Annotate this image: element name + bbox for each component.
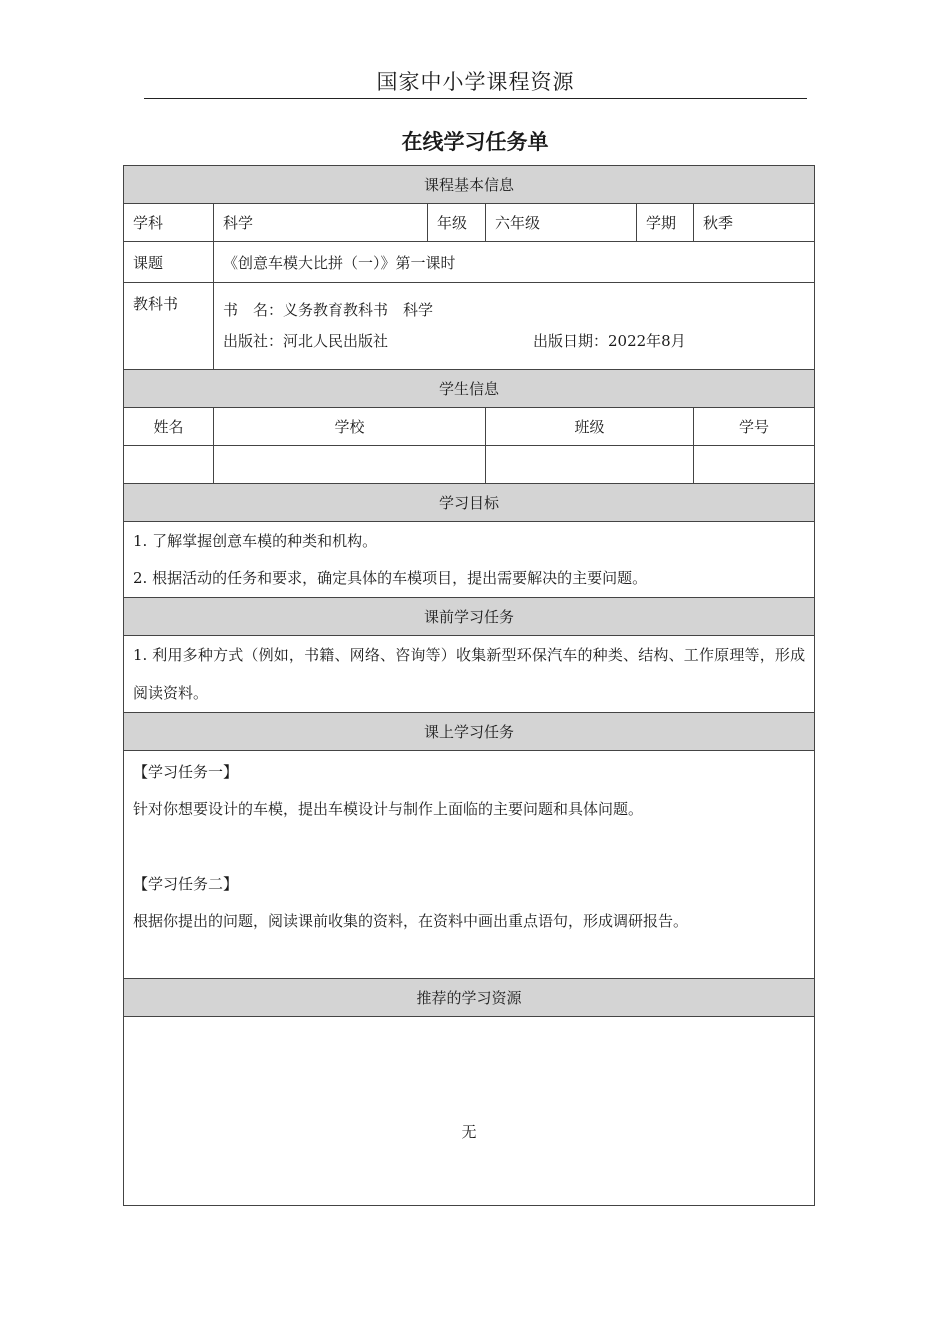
task-sheet-table xyxy=(123,165,815,1206)
student-id-cell xyxy=(694,446,815,484)
in-class-content-row xyxy=(124,751,815,979)
textbook-label: 教科书 xyxy=(124,283,214,370)
student-info-header-row xyxy=(124,370,815,408)
textbook-info xyxy=(214,283,815,370)
student-info-section-title: 学生信息 xyxy=(124,370,815,408)
student-school-cell xyxy=(214,446,486,484)
student-school-header: 学校 xyxy=(214,408,486,446)
basic-info-header-row xyxy=(124,166,815,204)
student-columns-row xyxy=(124,408,815,446)
textbook-row xyxy=(124,283,815,370)
student-id-header: 学号 xyxy=(694,408,815,446)
task1-text: 针对你想要设计的车模，提出车模设计与制作上面临的主要问题和具体问题。 xyxy=(133,800,644,818)
student-class-cell xyxy=(486,446,694,484)
term-label: 学期 xyxy=(637,204,694,242)
pre-class-header-row xyxy=(124,598,815,636)
goals-section-title: 学习目标 xyxy=(124,484,815,522)
page-header-title: 国家中小学课程资源 xyxy=(376,70,575,94)
goals-content xyxy=(124,522,815,598)
student-values-row xyxy=(124,446,815,484)
grade-value: 六年级 xyxy=(486,204,637,242)
term-value: 秋季 xyxy=(694,204,815,242)
goals-header-row xyxy=(124,484,815,522)
goal-item: 2. 根据活动的任务和要求，确定具体的车模项目，提出需要解决的主要问题。 xyxy=(133,568,648,587)
task2-title: 【学习任务二】 xyxy=(133,875,239,893)
grade-label: 年级 xyxy=(428,204,486,242)
publisher: 出版社：河北人民出版社 xyxy=(223,332,389,350)
book-name: 书 名：义务教育教科书 科学 xyxy=(223,301,434,319)
subject-row xyxy=(124,204,815,242)
subject-label: 学科 xyxy=(124,204,214,242)
task2-text: 根据你提出的问题，阅读课前收集的资料，在资料中画出重点语句，形成调研报告。 xyxy=(133,912,689,930)
resources-section-title: 推荐的学习资源 xyxy=(124,979,815,1017)
in-class-header-row xyxy=(124,713,815,751)
task-spacer xyxy=(133,828,805,866)
task1-title: 【学习任务一】 xyxy=(133,763,239,781)
basic-info-section-title: 课程基本信息 xyxy=(124,166,815,204)
topic-value: 《创意车模大比拼（一）》第一课时 xyxy=(214,242,815,283)
pre-class-content-row xyxy=(124,636,815,713)
pre-class-text: 1. 利用多种方式（例如，书籍、网络、咨询等）收集新型环保汽车的种类、结构、工作原理等，形成阅读资料。 xyxy=(124,636,815,713)
goals-content-row xyxy=(124,522,815,598)
in-class-section-title: 课上学习任务 xyxy=(124,713,815,751)
student-class-header: 班级 xyxy=(486,408,694,446)
in-class-content xyxy=(124,751,815,979)
resources-header-row xyxy=(124,979,815,1017)
publisher-line xyxy=(223,326,805,357)
document-title: 在线学习任务单 xyxy=(401,130,549,154)
subject-value: 科学 xyxy=(214,204,428,242)
topic-label: 课题 xyxy=(124,242,214,283)
header-divider xyxy=(144,98,807,99)
pre-class-section-title: 课前学习任务 xyxy=(124,598,815,636)
resources-content-row xyxy=(124,1017,815,1206)
publish-date: 出版日期：2022年8月 xyxy=(533,332,686,350)
student-name-cell xyxy=(124,446,214,484)
goal-item: 1. 了解掌握创意车模的种类和机构。 xyxy=(133,531,378,550)
student-name-header: 姓名 xyxy=(124,408,214,446)
topic-row xyxy=(124,242,815,283)
resources-text: 无 xyxy=(124,1017,815,1206)
